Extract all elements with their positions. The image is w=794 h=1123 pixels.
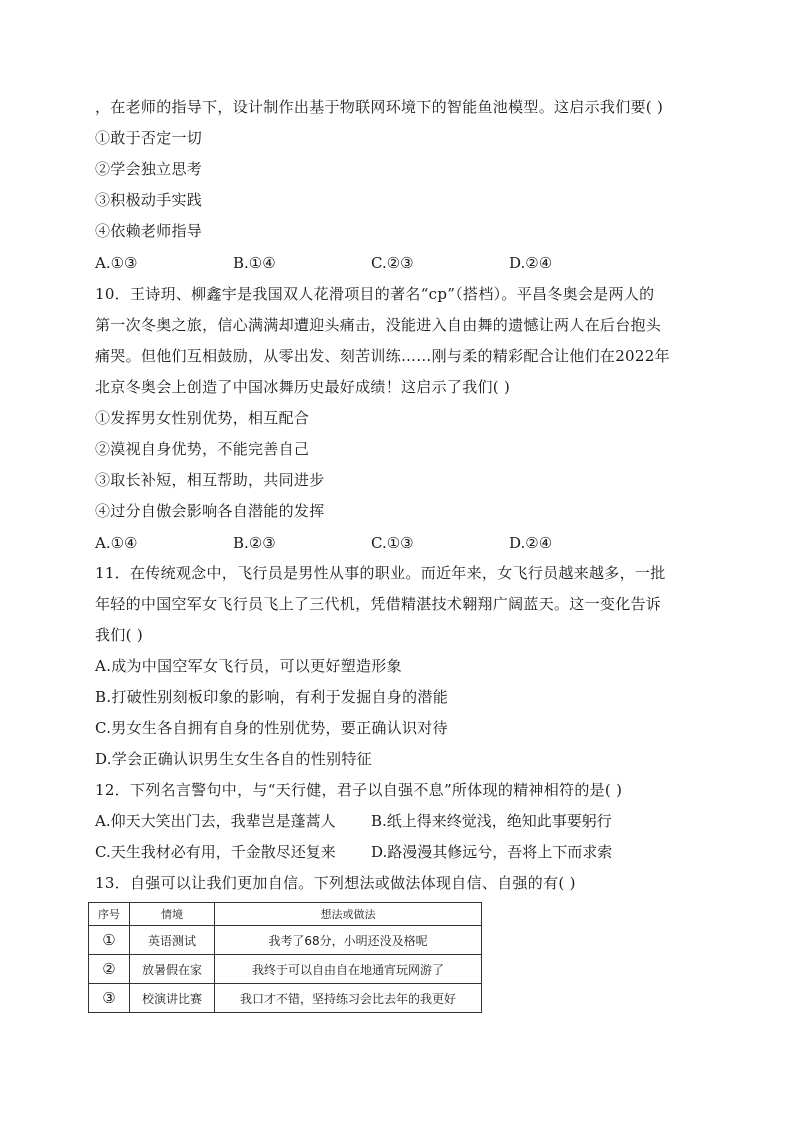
q10-option-c: C.①③ <box>371 534 414 552</box>
header-situation: 情境 <box>130 903 215 926</box>
q11-stem-line-2: 年轻的中国空军女飞行员飞上了三代机，凭借精湛技术翱翔广阔蓝天。这一变化告诉 <box>95 595 662 613</box>
q11-option-d: D.学会正确认识男生女生各自的性别特征 <box>95 750 372 768</box>
q13-stem: 13．自强可以让我们更加自信。下列想法或做法体现自信、自强的有( ) <box>95 874 576 892</box>
q11-option-b: B.打破性别刻板印象的影响，有利于发掘自身的潜能 <box>95 688 448 706</box>
q9-item-3: ③积极动手实践 <box>95 191 203 209</box>
q10-option-b: B.②③ <box>233 534 276 552</box>
q10-option-d: D.②④ <box>509 534 553 552</box>
q10-stem-line-2: 第一次冬奥之旅，信心满满却遭迎头痛击，没能进入自由舞的遗憾让两人在后台抱头 <box>95 316 662 334</box>
q9-item-1: ①敢于否定一切 <box>95 129 203 147</box>
table-row <box>89 926 482 955</box>
q9-item-2: ②学会独立思考 <box>95 160 203 178</box>
row-number: ① <box>89 926 130 955</box>
q11-option-a: A.成为中国空军女飞行员，可以更好塑造形象 <box>95 657 402 675</box>
q9-option-c: C.②③ <box>371 254 414 272</box>
row-thought: 我口才不错，坚持练习会比去年的我更好 <box>215 984 482 1013</box>
q11-stem-line-1: 11．在传统观念中，飞行员是男性从事的职业。而近年来，女飞行员越来越多，一批 <box>95 564 666 582</box>
q10-option-a: A.①④ <box>95 534 138 552</box>
q10-item-1: ①发挥男女性别优势，相互配合 <box>95 409 310 427</box>
q13-situation-table <box>88 902 482 1013</box>
row-thought: 我终于可以自由自在地通宵玩网游了 <box>215 955 482 984</box>
q12-option-a: A.仰天大笑出门去，我辈岂是蓬蒿人 <box>95 812 336 830</box>
header-thought: 想法或做法 <box>215 903 482 926</box>
q10-stem-line-1: 10．王诗玥、柳鑫宇是我国双人花滑项目的著名“cp”（搭档）。平昌冬奥会是两人的 <box>95 285 655 303</box>
row-number: ② <box>89 955 130 984</box>
q10-stem-line-3: 痛哭。但他们互相鼓励，从零出发、刻苦训练……刚与柔的精彩配合让他们在2022年 <box>95 347 670 365</box>
table-header-row <box>89 903 482 926</box>
q10-item-2: ②漠视自身优势，不能完善自己 <box>95 440 310 458</box>
header-number: 序号 <box>89 903 130 926</box>
table-row <box>89 955 482 984</box>
q9-option-d: D.②④ <box>509 254 553 272</box>
q12-option-d: D.路漫漫其修远兮，吾将上下而求索 <box>371 843 613 861</box>
q10-item-4: ④过分自傲会影响各自潜能的发挥 <box>95 502 325 520</box>
q11-option-c: C.男女生各自拥有自身的性别优势，要正确认识对待 <box>95 719 448 737</box>
row-situation: 放暑假在家 <box>130 955 215 984</box>
row-situation: 校演讲比赛 <box>130 984 215 1013</box>
q12-option-c: C.天生我材必有用，千金散尽还复来 <box>95 843 336 861</box>
q12-option-b: B.纸上得来终觉浅，绝知此事要躬行 <box>371 812 612 830</box>
q9-stem: ，在老师的指导下，设计制作出基于物联网环境下的智能鱼池模型。这启示我们要( ) <box>95 98 664 116</box>
q11-stem-line-3: 我们( ) <box>95 626 143 644</box>
row-thought: 我考了68分，小明还没及格呢 <box>215 926 482 955</box>
row-situation: 英语测试 <box>130 926 215 955</box>
table-row <box>89 984 482 1013</box>
q9-option-a: A.①③ <box>95 254 138 272</box>
q10-item-3: ③取长补短，相互帮助，共同进步 <box>95 471 325 489</box>
q12-stem: 12．下列名言警句中，与“天行健，君子以自强不息”所体现的精神相符的是( ) <box>95 781 623 799</box>
q9-option-b: B.①④ <box>233 254 276 272</box>
q10-stem-line-4: 北京冬奥会上创造了中国冰舞历史最好成绩！这启示了我们( ) <box>95 378 511 396</box>
q9-item-4: ④依赖老师指导 <box>95 222 203 240</box>
row-number: ③ <box>89 984 130 1013</box>
